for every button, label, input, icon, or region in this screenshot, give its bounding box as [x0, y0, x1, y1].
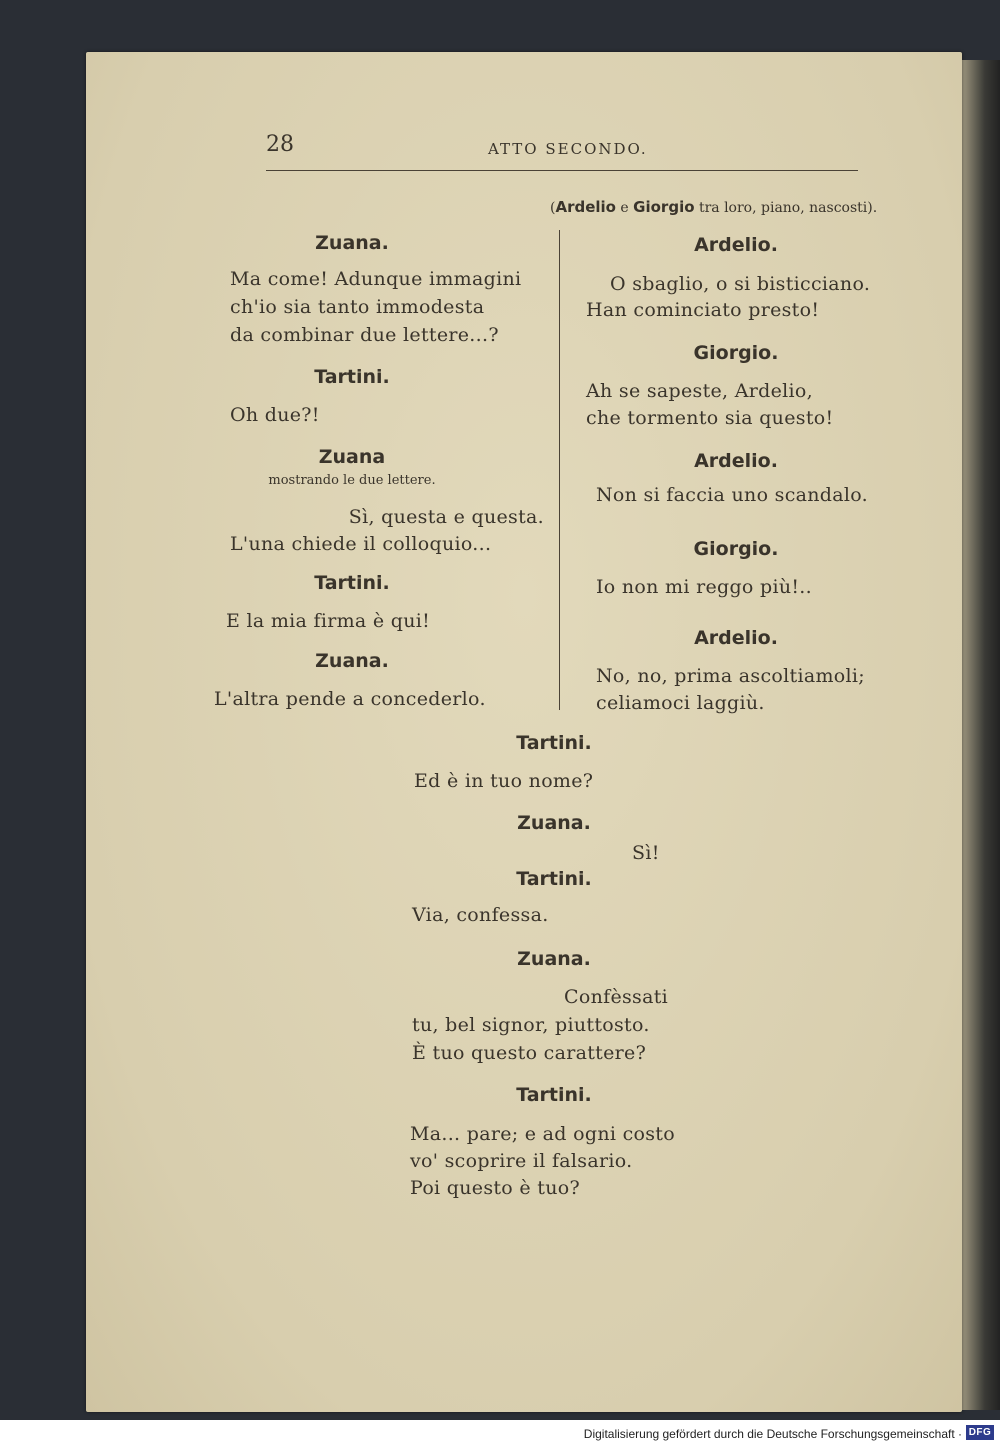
- dfg-logo: DFG: [966, 1425, 994, 1440]
- page-number: 28: [266, 132, 294, 157]
- verse-line: ch'io sia tanto immodesta: [230, 296, 485, 318]
- verse-line: Ah se sapeste, Ardelio,: [586, 380, 813, 402]
- speaker-label: Zuana.: [315, 650, 389, 672]
- verse-line: celiamoci laggiù.: [596, 692, 765, 714]
- book-page: [86, 52, 962, 1412]
- speaker-label: Tartini.: [314, 366, 390, 388]
- speaker-label: Giorgio.: [693, 538, 779, 560]
- verse-line: da combinar due lettere...?: [230, 324, 499, 346]
- verse-line: È tuo questo carattere?: [412, 1042, 647, 1064]
- verse-line: Sì!: [632, 842, 660, 864]
- speaker-label: Zuana.: [517, 812, 591, 834]
- verse-line: Non si faccia uno scandalo.: [596, 484, 869, 506]
- header-rule: [266, 170, 858, 171]
- verse-line: Sì, questa e questa.: [348, 506, 544, 528]
- stage-direction: mostrando le due lettere.: [268, 473, 436, 488]
- book-edge: [962, 60, 1000, 1410]
- direction-text: tra loro, piano, nascosti).: [694, 200, 878, 216]
- speaker-label: Tartini.: [516, 1084, 592, 1106]
- speaker-label: Tartini.: [516, 732, 592, 754]
- verse-line: O sbaglio, o si bisticciano.: [610, 273, 871, 295]
- verse-line: Via, confessa.: [412, 904, 549, 926]
- verse-line: tu, bel signor, piuttosto.: [412, 1014, 650, 1036]
- verse-line: Ma come! Adunque immagini: [230, 268, 522, 290]
- speaker-label: Ardelio.: [694, 627, 778, 649]
- verse-line: vo' scoprire il falsario.: [410, 1150, 633, 1172]
- verse-line: E la mia firma è qui!: [226, 610, 431, 632]
- verse-line: L'una chiede il colloquio...: [230, 533, 492, 555]
- running-title: ATTO SECONDO.: [488, 140, 648, 158]
- column-divider: [559, 230, 560, 710]
- speaker-label: Giorgio.: [693, 342, 779, 364]
- speaker-ardelio: Ardelio: [555, 198, 616, 216]
- verse-line: Ma... pare; e ad ogni costo: [410, 1123, 675, 1145]
- conjunction: e: [615, 200, 634, 216]
- verse-line: Han cominciato presto!: [586, 299, 820, 321]
- verse-line: L'altra pende a concederlo.: [214, 688, 486, 710]
- paren-open: (: [550, 200, 556, 216]
- speaker-label: Ardelio.: [694, 234, 778, 256]
- speaker-label: Tartini.: [516, 868, 592, 890]
- speaker-label: Ardelio.: [694, 450, 778, 472]
- speaker-label: Zuana.: [315, 232, 389, 254]
- verse-line: Confèssati: [564, 986, 669, 1008]
- speaker-label: Zuana: [318, 446, 386, 468]
- verse-line: Poi questo è tuo?: [410, 1177, 580, 1199]
- speaker-label: Tartini.: [314, 572, 390, 594]
- verse-line: che tormento sia questo!: [586, 407, 834, 429]
- verse-line: Oh due?!: [230, 404, 320, 426]
- speaker-giorgio: Giorgio: [633, 198, 695, 216]
- stage-direction-top: [550, 198, 877, 216]
- verse-line: No, no, prima ascoltiamoli;: [596, 665, 865, 687]
- verse-line: Io non mi reggo più!..: [596, 576, 812, 598]
- speaker-label: Zuana.: [517, 948, 591, 970]
- funding-credit: Digitalisierung gefördert durch die Deutsche Forschungsgemeinschaft ·: [583, 1427, 962, 1441]
- verse-line: Ed è in tuo nome?: [414, 770, 594, 792]
